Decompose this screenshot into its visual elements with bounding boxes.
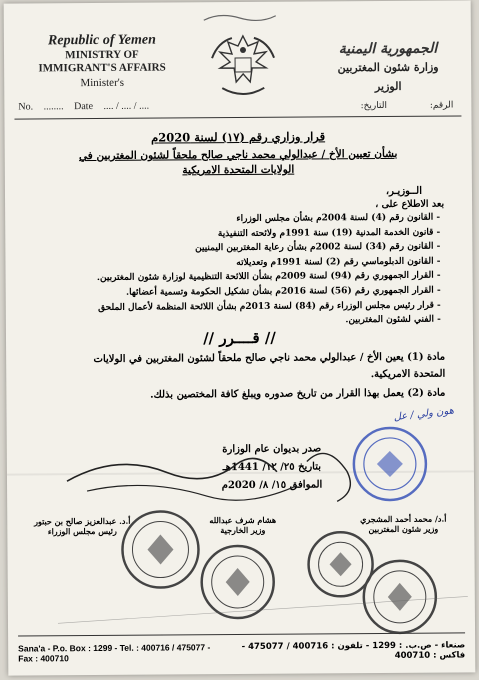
signatory-1-title: وزير شئون المغتربين <box>368 523 439 535</box>
signatures-stamps-layer <box>4 0 476 675</box>
ministry-en-line1: MINISTRY OF <box>65 48 139 62</box>
list-item: - القرار الجمهوري رقم (56) لسنة 2016م بشأن تشكيل الحكومة وتسمية أعضائها. <box>81 284 441 301</box>
signatory-2-title: وزير الخارجية <box>220 524 266 536</box>
immigrants-stamp-icon <box>364 561 437 634</box>
list-item: - القانون رقم (34) لسنة 2002م بشأن رعاية المغتربين اليمنيين <box>80 240 440 257</box>
after-review-label: بعد الاطلاع على ، <box>375 198 445 211</box>
cabinet-stamp-icon <box>308 532 372 596</box>
list-item: - القرار الجمهوري رقم (94) لسنة 2009م بشأن اللائحة التنظيمية لوزارة شئون المغتربين. <box>81 269 441 286</box>
footer <box>18 640 465 663</box>
footer-ar: صنعاء - ص.ب. : 1299 - تلفون : 400716 / 475077 - فاكس : 400710 <box>241 640 466 661</box>
subject-line2: الولايات المتحدة الامريكية <box>182 163 295 177</box>
country-ar: الجمهورية اليمنية <box>338 40 438 58</box>
country-en: Republic of Yemen <box>47 32 156 49</box>
issued-at: صدر بديوان عام الوزارة <box>222 443 322 456</box>
article-1-line1: مادة (1) يعين الأخ / عبدالولي محمد ناجي صالح ملحقاً لشئون المغتربين في الولايات <box>93 351 446 366</box>
signature-mark <box>67 453 351 503</box>
article-2: مادة (2) يعمل بهذا القرار من تاريخ صدوره ويبلغ كافة المختصين بذلك. <box>150 387 446 401</box>
decree-title: قرار وزاري رقم (١٧) لسنة 2020م <box>151 129 326 145</box>
ministry-ar: وزارة شئون المغتربين <box>337 60 439 75</box>
signatory-3-name: أ.د. عبدالعزيز صالح بن حبتور <box>34 515 131 527</box>
list-item: - القانون رقم (4) لسنة 2004م بشأن مجلس الوزراء <box>80 211 440 228</box>
hijri-date: بتاريخ ٢٥/ ١٢/ 1441هـ <box>222 461 322 474</box>
article-1-line2: المتحدة الامريكية. <box>370 368 446 381</box>
blue-stamp-icon <box>354 428 427 501</box>
list-item: - الفني لشئون المغتربين. <box>81 313 441 330</box>
reference-line-en: No. ........ Date .... / .... / .... <box>18 100 150 113</box>
signatory-2-name: هشام شرف عبدالله <box>209 514 277 526</box>
footer-en: Sana'a - P.o. Box : 1299 - Tel. : 400716 / 475077 - Fax : 400710 <box>18 642 211 664</box>
gregorian-date: الموافق ١٥/ ٨/ 2020م <box>221 479 323 492</box>
signatory-1-name: أ.د/ محمد أحمد المشجري <box>360 513 447 525</box>
ministry-en-line2: IMMIGRANT'S AFFAIRS <box>38 61 166 75</box>
minister-label: الــوزيـر، <box>385 185 423 197</box>
document-sheet <box>4 0 476 675</box>
office-en: Minister's <box>80 76 125 90</box>
signatory-3-title: رئيس مجلس الوزراء <box>47 525 117 537</box>
subject-line1: بشأن تعيين الأخ / عبدالولي محمد ناجي صالح ملحقاً لشئون المغتربين في <box>78 147 398 163</box>
list-item: - قرار رئيس مجلس الوزراء رقم (84) لسنة 2013م بشأن اللائحة المنظمة لأعمال الملحق <box>81 298 441 315</box>
foreign-ministry-stamp-icon <box>201 546 274 619</box>
office-ar: الوزير <box>374 79 402 94</box>
list-item: - قانون الخدمة المدنية (19) سنة 1991م ولائحته التنفيذية <box>80 225 440 242</box>
decree-heading: // قــــرر // <box>203 328 276 348</box>
no-label: No. <box>18 101 34 113</box>
list-item: - القانون الدبلوماسي رقم (2) لسنة 1991م وتعديلاته <box>80 254 440 271</box>
date-label-ar: التاريخ: <box>360 100 387 112</box>
ref-label-ar: الرقم: <box>429 100 454 111</box>
date-label-en: Date <box>74 101 94 113</box>
handwritten-note: هون ولي / عل <box>392 405 454 424</box>
